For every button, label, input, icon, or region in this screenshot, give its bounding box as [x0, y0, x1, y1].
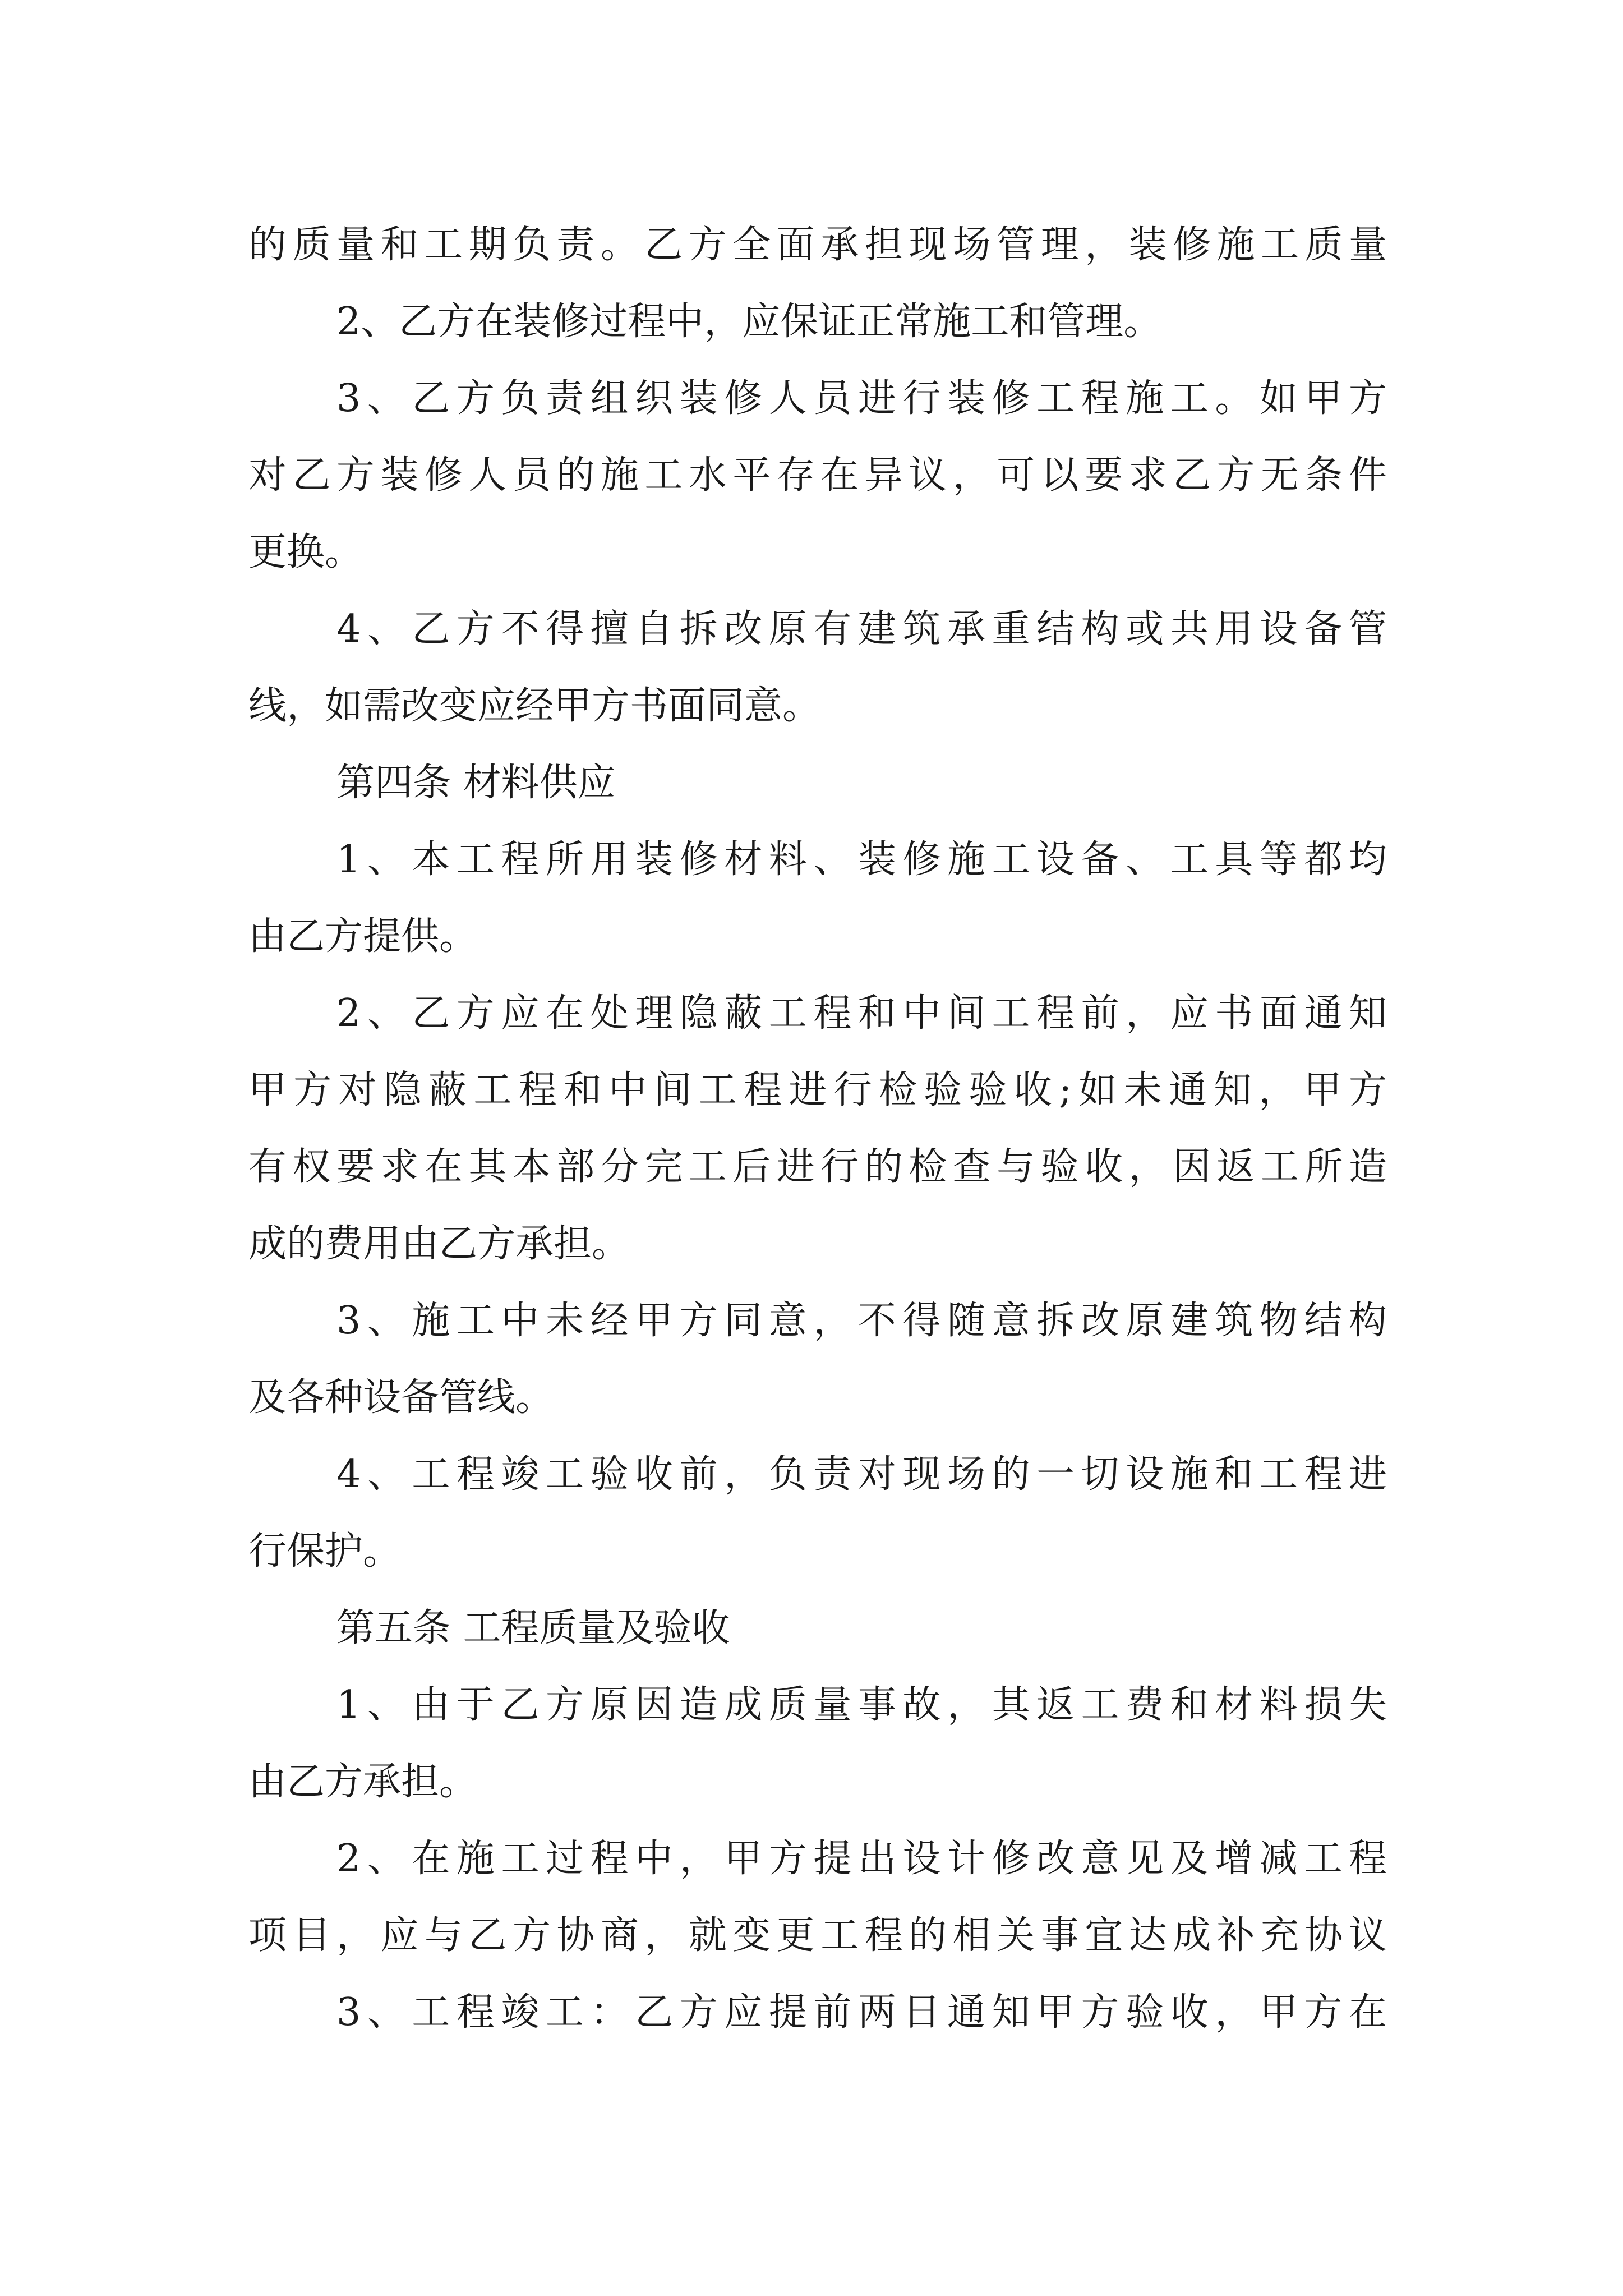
text-line: 3、施工中未经甲方同意，不得随意拆改原建筑物结构 [336, 1299, 1387, 1343]
text-line: 更换。 [248, 530, 363, 574]
text-line: 2、在施工过程中，甲方提出设计修改意见及增减工程 [336, 1837, 1387, 1881]
text-line: 由乙方承担。 [248, 1760, 478, 1804]
text-line: 4、工程竣工验收前，负责对现场的一切设施和工程进 [336, 1452, 1387, 1497]
section-heading: 第四条 材料供应 [336, 761, 616, 805]
section-heading: 第五条 工程质量及验收 [336, 1606, 730, 1650]
text-line: 1、本工程所用装修材料、装修施工设备、工具等都均 [336, 838, 1387, 882]
text-line: 有权要求在其本部分完工后进行的检查与验收，因返工所造 [248, 1145, 1387, 1189]
text-line: 及各种设备管线。 [248, 1375, 554, 1420]
text-line: 项目，应与乙方协商，就变更工程的相关事宜达成补充协议 [248, 1913, 1387, 1958]
text-line: 3、乙方负责组织装修人员进行装修工程施工。如甲方 [336, 376, 1387, 421]
text-line: 2、乙方应在处理隐蔽工程和中间工程前，应书面通知 [336, 991, 1387, 1036]
text-line: 由乙方提供。 [248, 914, 478, 959]
text-line: 行保护。 [248, 1529, 402, 1573]
text-line: 1、由于乙方原因造成质量事故，其返工费和材料损失 [336, 1683, 1387, 1727]
text-line: 成的费用由乙方承担。 [248, 1222, 630, 1266]
text-line: 3、工程竣工：乙方应提前两日通知甲方验收，甲方在 [336, 1990, 1387, 2035]
text-line: 2、乙方在装修过程中，应保证正常施工和管理。 [336, 300, 1162, 344]
text-line: 线，如需改变应经甲方书面同意。 [248, 684, 821, 728]
text-line: 4、乙方不得擅自拆改原有建筑承重结构或共用设备管 [336, 607, 1387, 651]
text-line: 的质量和工期负责。乙方全面承担现场管理，装修施工质量 [248, 223, 1387, 267]
text-line: 甲方对隐蔽工程和中间工程进行检验验收;如未通知，甲方 [248, 1068, 1387, 1112]
text-line: 对乙方装修人员的施工水平存在异议，可以要求乙方无条件 [248, 453, 1387, 498]
